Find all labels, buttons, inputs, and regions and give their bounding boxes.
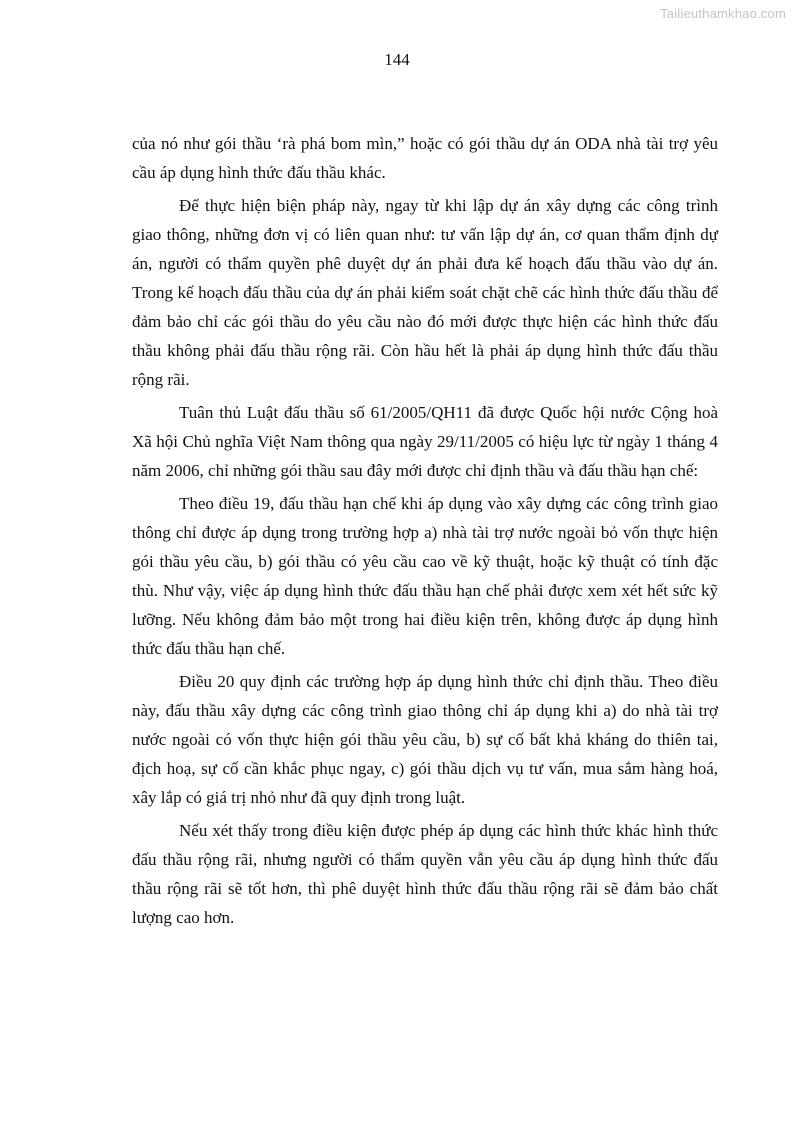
paragraph-article-19: Theo điều 19, đấu thầu hạn chế khi áp dụng vào xây dựng các công trình giao thông chỉ được áp dụng trong trường hợp a) nhà tài trợ nước ngoài bỏ vốn thực hiện gói thầu yêu cầu, b) gói thầu có yêu cầu cao về kỹ thuật, hoặc kỹ thuật có tính đặc thù. Như vậy, việc áp dụng hình thức đấu thầu hạn chế phải được xem xét hết sức kỹ lưỡng. Nếu không đảm bảo một trong hai điều kiện trên, không được áp dụng hình thức đấu thầu hạn chế.: [132, 494, 718, 658]
paragraph-implementation: Để thực hiện biện pháp này, ngay từ khi lập dự án xây dựng các công trình giao thông, những đơn vị có liên quan như: tư vấn lập dự án, cơ quan thẩm định dự án, người có thẩm quyền phê duyệt dự án phải đưa kế hoạch đấu thầu vào dự án. Trong kế hoạch đấu thầu của dự án phải kiểm soát chặt chẽ các hình thức đấu thầu để đảm bảo chỉ các gói thầu do yêu cầu nào đó mới được thực hiện các hình thức đấu thầu không phải đấu thầu rộng rãi. Còn hầu hết là phải áp dụng hình thức đấu thầu rộng rãi.: [132, 196, 718, 389]
watermark-text: Tailieuthamkhao.com: [660, 6, 786, 21]
paragraph-continuation: của nó như gói thầu ‘rà phá bom mìn,” hoặc có gói thầu dự án ODA nhà tài trợ yêu cầu áp dụng hình thức đấu thầu khác.: [132, 134, 718, 182]
paragraph-article-20: Điều 20 quy định các trường hợp áp dụng hình thức chỉ định thầu. Theo điều này, đấu thầu xây dựng các công trình giao thông chỉ áp dụng khi a) do nhà tài trợ nước ngoài có vốn thực hiện gói thầu yêu cầu, b) sự cố bất khả kháng do thiên tai, địch hoạ, sự cố cần khắc phục ngay, c) gói thầu dịch vụ tư vấn, mua sắm hàng hoá, xây lắp có giá trị nhỏ như đã quy định trong luật.: [132, 672, 718, 807]
paragraph-conclusion: Nếu xét thấy trong điều kiện được phép áp dụng các hình thức khác hình thức đấu thầu rộng rãi, nhưng người có thẩm quyền vẫn yêu cầu áp dụng hình thức đấu thầu rộng rãi sẽ tốt hơn, thì phê duyệt hình thức đấu thầu rộng rãi sẽ đảm bảo chất lượng cao hơn.: [132, 821, 718, 927]
paragraph-bidding-law: Tuân thủ Luật đấu thầu số 61/2005/QH11 đã được Quốc hội nước Cộng hoà Xã hội Chủ nghĩa Việt Nam thông qua ngày 29/11/2005 có hiệu lực từ ngày 1 tháng 4 năm 2006, chỉ những gói thầu sau đây mới được chỉ định thầu và đấu thầu hạn chế:: [132, 403, 718, 480]
page-number: 144: [384, 50, 410, 69]
document-body: [132, 129, 718, 936]
